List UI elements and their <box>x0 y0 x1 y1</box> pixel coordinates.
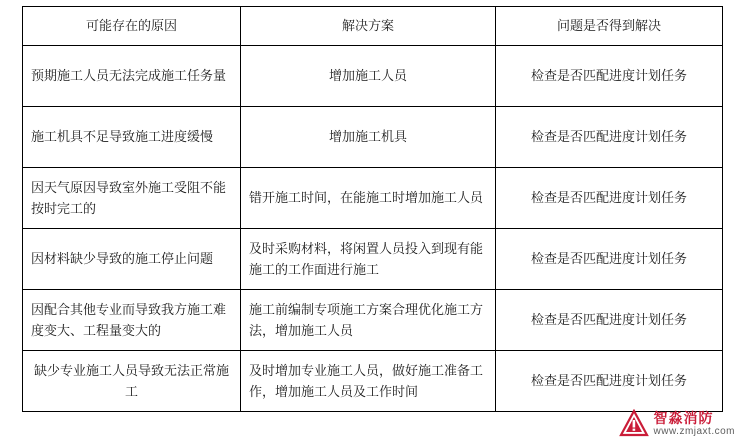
document-page <box>0 6 743 443</box>
cell-check: 检查是否匹配进度计划任务 <box>496 168 723 229</box>
cell-cause: 缺少专业施工人员导致无法正常施工 <box>23 351 241 412</box>
cell-cause: 施工机具不足导致施工进度缓慢 <box>23 107 241 168</box>
cell-solution: 及时采购材料，将闲置人员投入到现有能施工的工作面进行施工 <box>241 229 496 290</box>
table-row <box>23 229 723 290</box>
cell-solution: 增加施工人员 <box>241 46 496 107</box>
company-logo-icon <box>619 409 649 439</box>
cell-cause: 因天气原因导致室外施工受阻不能按时完工的 <box>23 168 241 229</box>
issue-resolution-table <box>22 6 723 412</box>
cell-solution: 施工前编制专项施工方案合理优化施工方法，增加施工人员 <box>241 290 496 351</box>
table-row <box>23 168 723 229</box>
watermark-title: 智淼消防 <box>653 410 714 426</box>
column-header-check: 问题是否得到解决 <box>496 7 723 46</box>
table-row <box>23 290 723 351</box>
cell-cause: 因配合其他专业而导致我方施工难度变大、工程量变大的 <box>23 290 241 351</box>
cell-solution: 错开施工时间，在能施工时增加施工人员 <box>241 168 496 229</box>
watermark-url: www.zmjaxt.com <box>653 426 735 437</box>
watermark-text <box>654 411 735 437</box>
table-row <box>23 46 723 107</box>
cell-check: 检查是否匹配进度计划任务 <box>496 290 723 351</box>
column-header-cause: 可能存在的原因 <box>23 7 241 46</box>
cell-check: 检查是否匹配进度计划任务 <box>496 107 723 168</box>
cell-cause: 因材料缺少导致的施工停止问题 <box>23 229 241 290</box>
cell-check: 检查是否匹配进度计划任务 <box>496 351 723 412</box>
table-header-row <box>23 7 723 46</box>
cell-check: 检查是否匹配进度计划任务 <box>496 229 723 290</box>
table-row <box>23 351 723 412</box>
cell-check: 检查是否匹配进度计划任务 <box>496 46 723 107</box>
watermark <box>619 409 735 439</box>
cell-solution: 增加施工机具 <box>241 107 496 168</box>
column-header-solution: 解决方案 <box>241 7 496 46</box>
cell-solution: 及时增加专业施工人员，做好施工准备工作，增加施工人员及工作时间 <box>241 351 496 412</box>
table-row <box>23 107 723 168</box>
cell-cause: 预期施工人员无法完成施工任务量 <box>23 46 241 107</box>
